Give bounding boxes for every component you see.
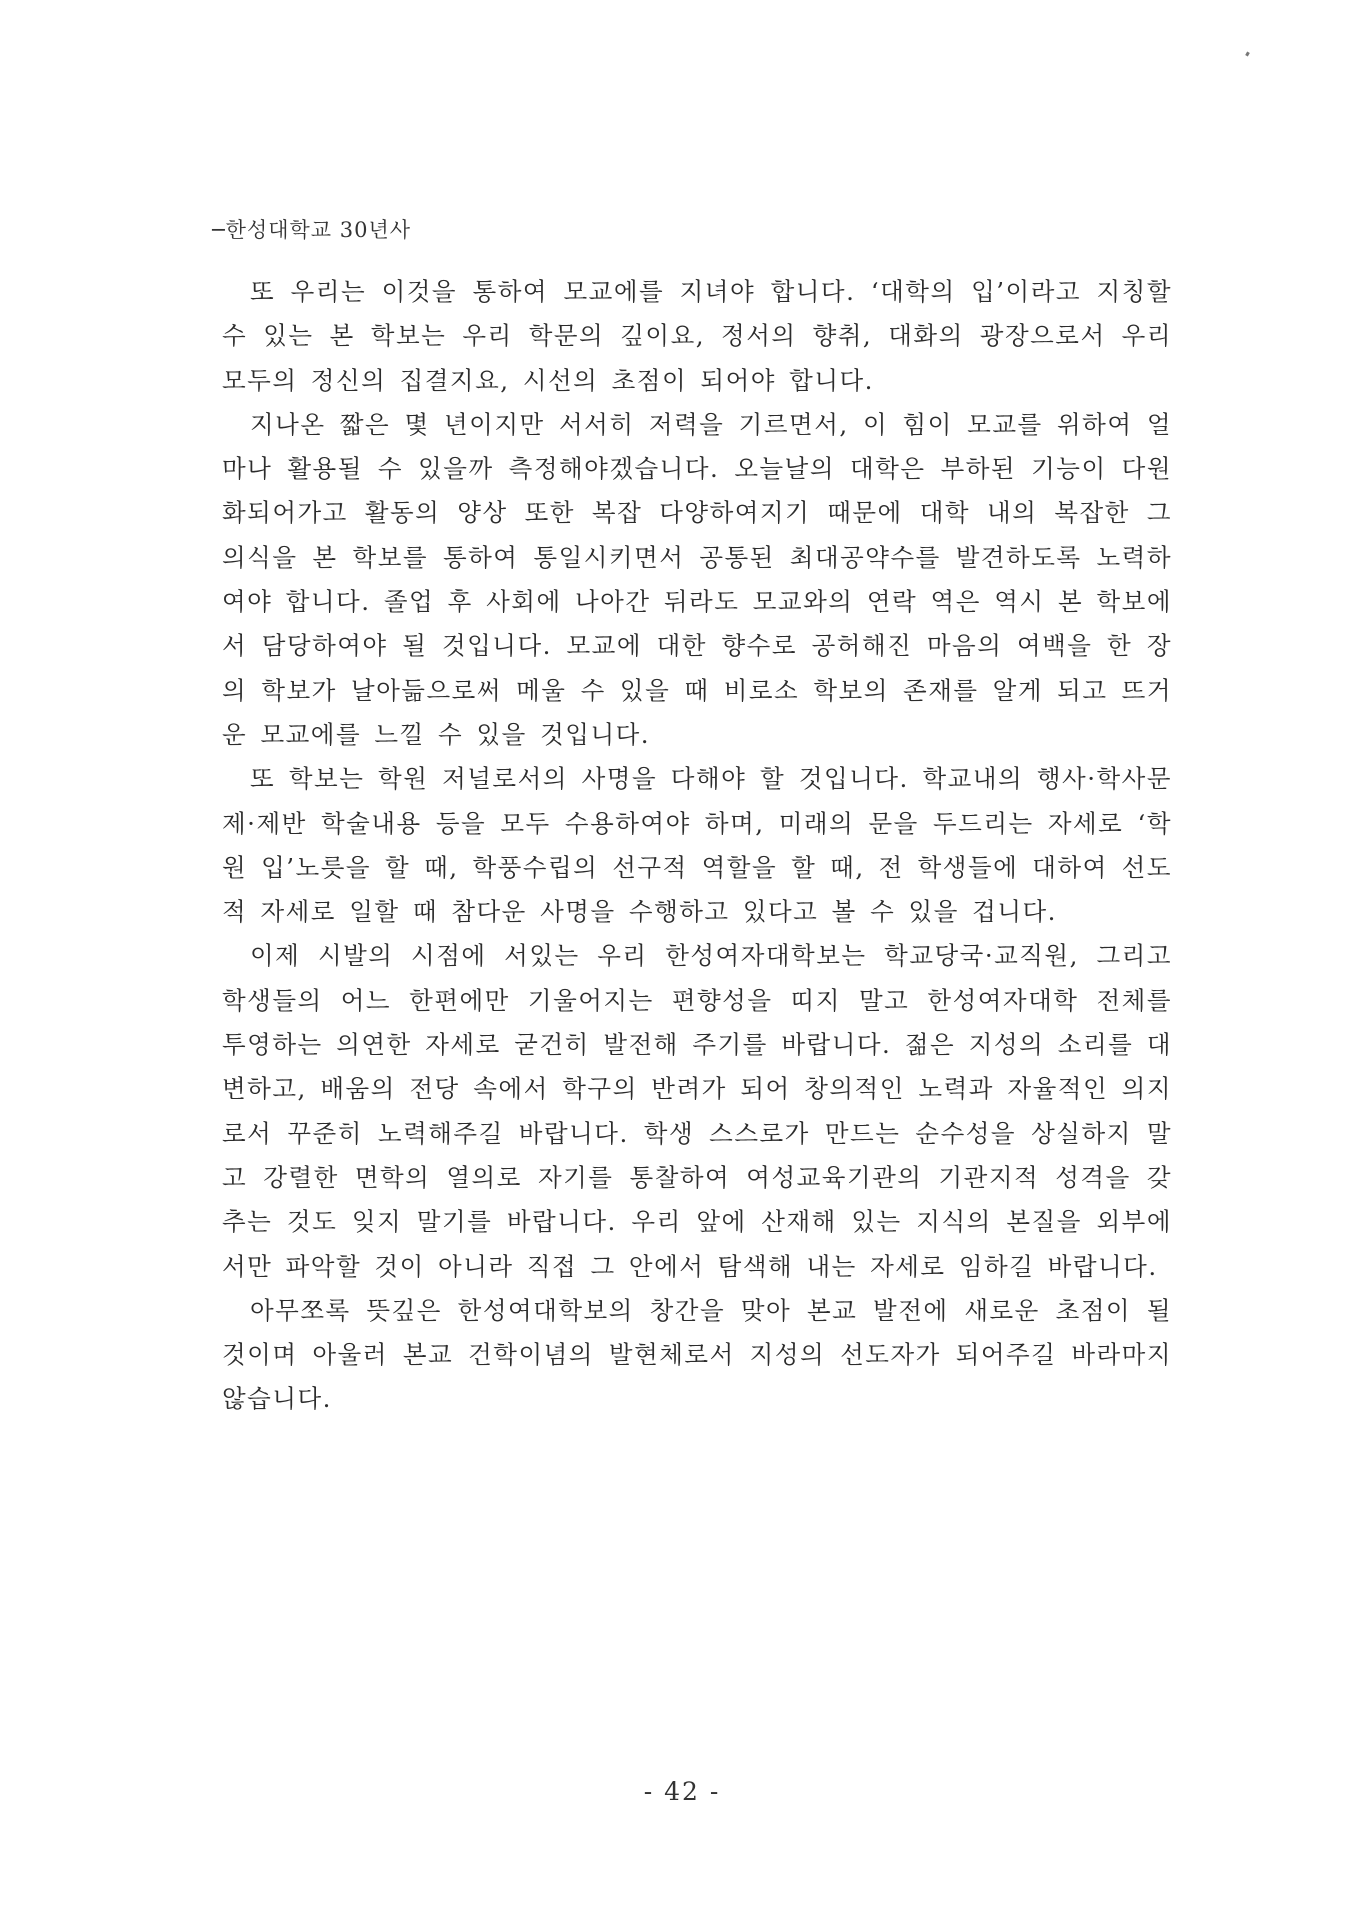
paragraph: 지나온 짧은 몇 년이지만 서서히 저력을 기르면서, 이 힘이 모교를 위하여 얼마나 활용될 수 있을까 측정해야겠습니다. 오늘날의 대학은 부하된 기능이 다원화되어가고 활동의 양상 또한 복잡 다양하여지기 때문에 대학 내의 복잡한 그 의식을 본 학보를 통하여 통일시키면서 공통된 최대공약수를 발견하도록 노력하여야 합니다. 졸업 후 사회에 나아간 뒤라도 모교와의 연락 역은 역시 본 학보에서 담당하여야 될 것입니다. 모교에 대한 향수로 공허해진 마음의 여백을 한 장의 학보가 날아듦으로써 메울 수 있을 때 비로소 학보의 존재를 알게 되고 뜨거운 모교에를 느낄 수 있을 것입니다. xyxy=(222,409,1172,749)
paragraph: 아무쪼록 뜻깊은 한성여대학보의 창간을 맞아 본교 발전에 새로운 초점이 될 것이며 아울러 본교 건학이념의 발현체로서 지성의 선도자가 되어주길 바라마지 않습니다. xyxy=(222,1295,1172,1414)
page-number: - 42 - xyxy=(643,1777,721,1806)
paragraph: 또 우리는 이것을 통하여 모교에를 지녀야 합니다. ‘대학의 입’이라고 지칭할 수 있는 본 학보는 우리 학문의 깊이요, 정서의 향취, 대화의 광장으로서 우리 모두의 정신의 집결지요, 시선의 초점이 되어야 합니다. xyxy=(222,277,1172,395)
scan-speck xyxy=(1245,52,1250,57)
running-header: ─한성대학교 30년사 xyxy=(212,218,412,242)
paragraph: 이제 시발의 시점에 서있는 우리 한성여자대학보는 학교당국·교직원, 그리고 학생들의 어느 한편에만 기울어지는 편향성을 띠지 말고 한성여자대학 전체를 투영하는 의연한 자세로 굳건히 발전해 주기를 바랍니다. 젊은 지성의 소리를 대변하고, 배움의 전당 속에서 학구의 반려가 되어 창의적인 노력과 자율적인 의지로서 꾸준히 노력해주길 바랍니다. 학생 스스로가 만드는 순수성을 상실하지 말고 강렬한 면학의 열의로 자기를 통찰하여 여성교육기관의 기관지적 성격을 갖추는 것도 잊지 말기를 바랍니다. 우리 앞에 산재해 있는 지식의 본질을 외부에서만 파악할 것이 아니라 직접 그 안에서 탐색해 내는 자세로 임하길 바랍니다. xyxy=(222,941,1172,1281)
body-text xyxy=(222,270,1172,1422)
paragraph: 또 학보는 학원 저널로서의 사명을 다해야 할 것입니다. 학교내의 행사·학사문제·제반 학술내용 등을 모두 수용하여야 하며, 미래의 문을 두드리는 자세로 ‘학원 입’노릇을 할 때, 학풍수립의 선구적 역할을 할 때, 전 학생들에 대하여 선도적 자세로 일할 때 참다운 사명을 수행하고 있다고 볼 수 있을 겁니다. xyxy=(222,764,1172,927)
